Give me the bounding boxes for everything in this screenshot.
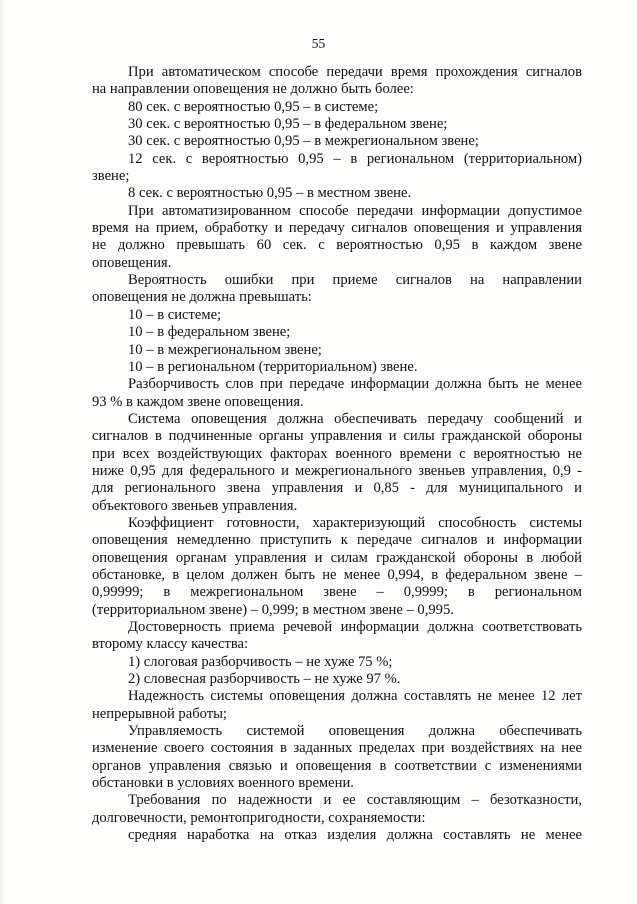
text-line: ниже 0,95 для федерального и межрегионального звеньев управления, 0,9 - xyxy=(92,462,582,479)
text-line: оповещения не должна превышать: xyxy=(92,289,312,306)
text-line: Вероятность ошибки при приеме сигналов на направлении xyxy=(128,272,582,289)
text-line: 12 сек. с вероятностью 0,95 – в региональном (территориальном) xyxy=(128,150,582,167)
text-line: 10 – в федеральном звене; xyxy=(128,324,291,341)
text-line: при всех воздействующих факторах военного времени с вероятностью не xyxy=(92,445,582,462)
text-line: оповещения органам управления и силам гражданской обороны в любой xyxy=(92,549,582,566)
text-line: не должно превышать 60 сек. с вероятностью 0,95 в каждом звене xyxy=(92,237,582,254)
text-line: оповещения немедленно приступить к передаче сигналов и информации xyxy=(92,532,582,549)
text-line: 2) словесная разборчивость – не хуже 97 %. xyxy=(128,671,401,688)
text-line: второму классу качества: xyxy=(92,636,249,653)
text-line: Управляемость системой оповещения должна обеспечивать xyxy=(128,723,582,740)
text-line: (территориальном звене) – 0,999; в местном звене – 0,995. xyxy=(92,601,454,618)
text-line: 0,99999; в межрегиональном звене – 0,9999; в региональном xyxy=(92,584,582,601)
text-line: 30 сек. с вероятностью 0,95 – в федеральном звене; xyxy=(128,116,448,133)
text-line: на направлении оповещения не должно быть более: xyxy=(92,81,414,98)
text-line: 10 – в системе; xyxy=(128,306,222,323)
text-line: 30 сек. с вероятностью 0,95 – в межрегиональном звене; xyxy=(128,133,479,150)
text-line: время на прием, обработку и передачу сигналов оповещения и управления xyxy=(92,220,582,237)
text-line: 10 – в межрегиональном звене; xyxy=(128,341,322,358)
text-line: Надежность системы оповещения должна составлять не менее 12 лет xyxy=(128,688,582,705)
scan-edge-shadow xyxy=(0,0,6,904)
text-line: Достоверность приема речевой информации должна соответствовать xyxy=(128,619,582,635)
text-line: изменение своего состояния в заданных пределах при воздействиях на нее xyxy=(92,740,582,757)
text-line: 80 сек. с вероятностью 0,95 – в системе; xyxy=(128,98,379,115)
text-line: Требования по надежности и ее составляющим – безотказности, xyxy=(128,792,582,809)
text-line: органов управления связью и оповещения в соответствии с изменениями xyxy=(92,757,582,774)
text-line: 93 % в каждом звене оповещения. xyxy=(92,393,304,410)
text-line: оповещения. xyxy=(92,254,172,271)
text-line: Система оповещения должна обеспечивать передачу сообщений и xyxy=(128,410,582,427)
text-line: долговечности, ремонтопригодности, сохраняемости: xyxy=(92,809,426,826)
text-line: обстановке, в целом должен быть не менее 0,994, в федеральном звене – xyxy=(92,566,582,583)
text-line: обстановки в условиях военного времени. xyxy=(92,775,354,792)
text-line: сигналов в подчиненные органы управления и силы гражданской обороны xyxy=(92,428,582,445)
text-line: Разборчивость слов при передаче информации должна быть не менее xyxy=(128,376,582,393)
text-line: звене; xyxy=(92,168,130,185)
body-text xyxy=(92,64,582,844)
text-line: 10 – в региональном (территориальном) звене. xyxy=(128,358,418,375)
text-line: При автоматизированном способе передачи информации допустимое xyxy=(128,202,582,219)
text-line: непрерывной работы; xyxy=(92,705,227,722)
text-line: При автоматическом способе передачи время прохождения сигналов xyxy=(128,64,582,80)
text-line: 1) слоговая разборчивость – не хуже 75 %; xyxy=(128,653,393,670)
page-number: 55 xyxy=(311,36,326,51)
text-line: объектового звеньев управления. xyxy=(92,497,298,514)
text-line: для регионального звена управления и 0,85 - для муниципального и xyxy=(92,480,582,497)
text-line: Коэффициент готовности, характеризующий способность системы xyxy=(128,514,582,531)
text-line: 8 сек. с вероятностью 0,95 – в местном звене. xyxy=(128,185,412,202)
text-line: средняя наработка на отказ изделия должна составлять не менее xyxy=(128,827,582,844)
